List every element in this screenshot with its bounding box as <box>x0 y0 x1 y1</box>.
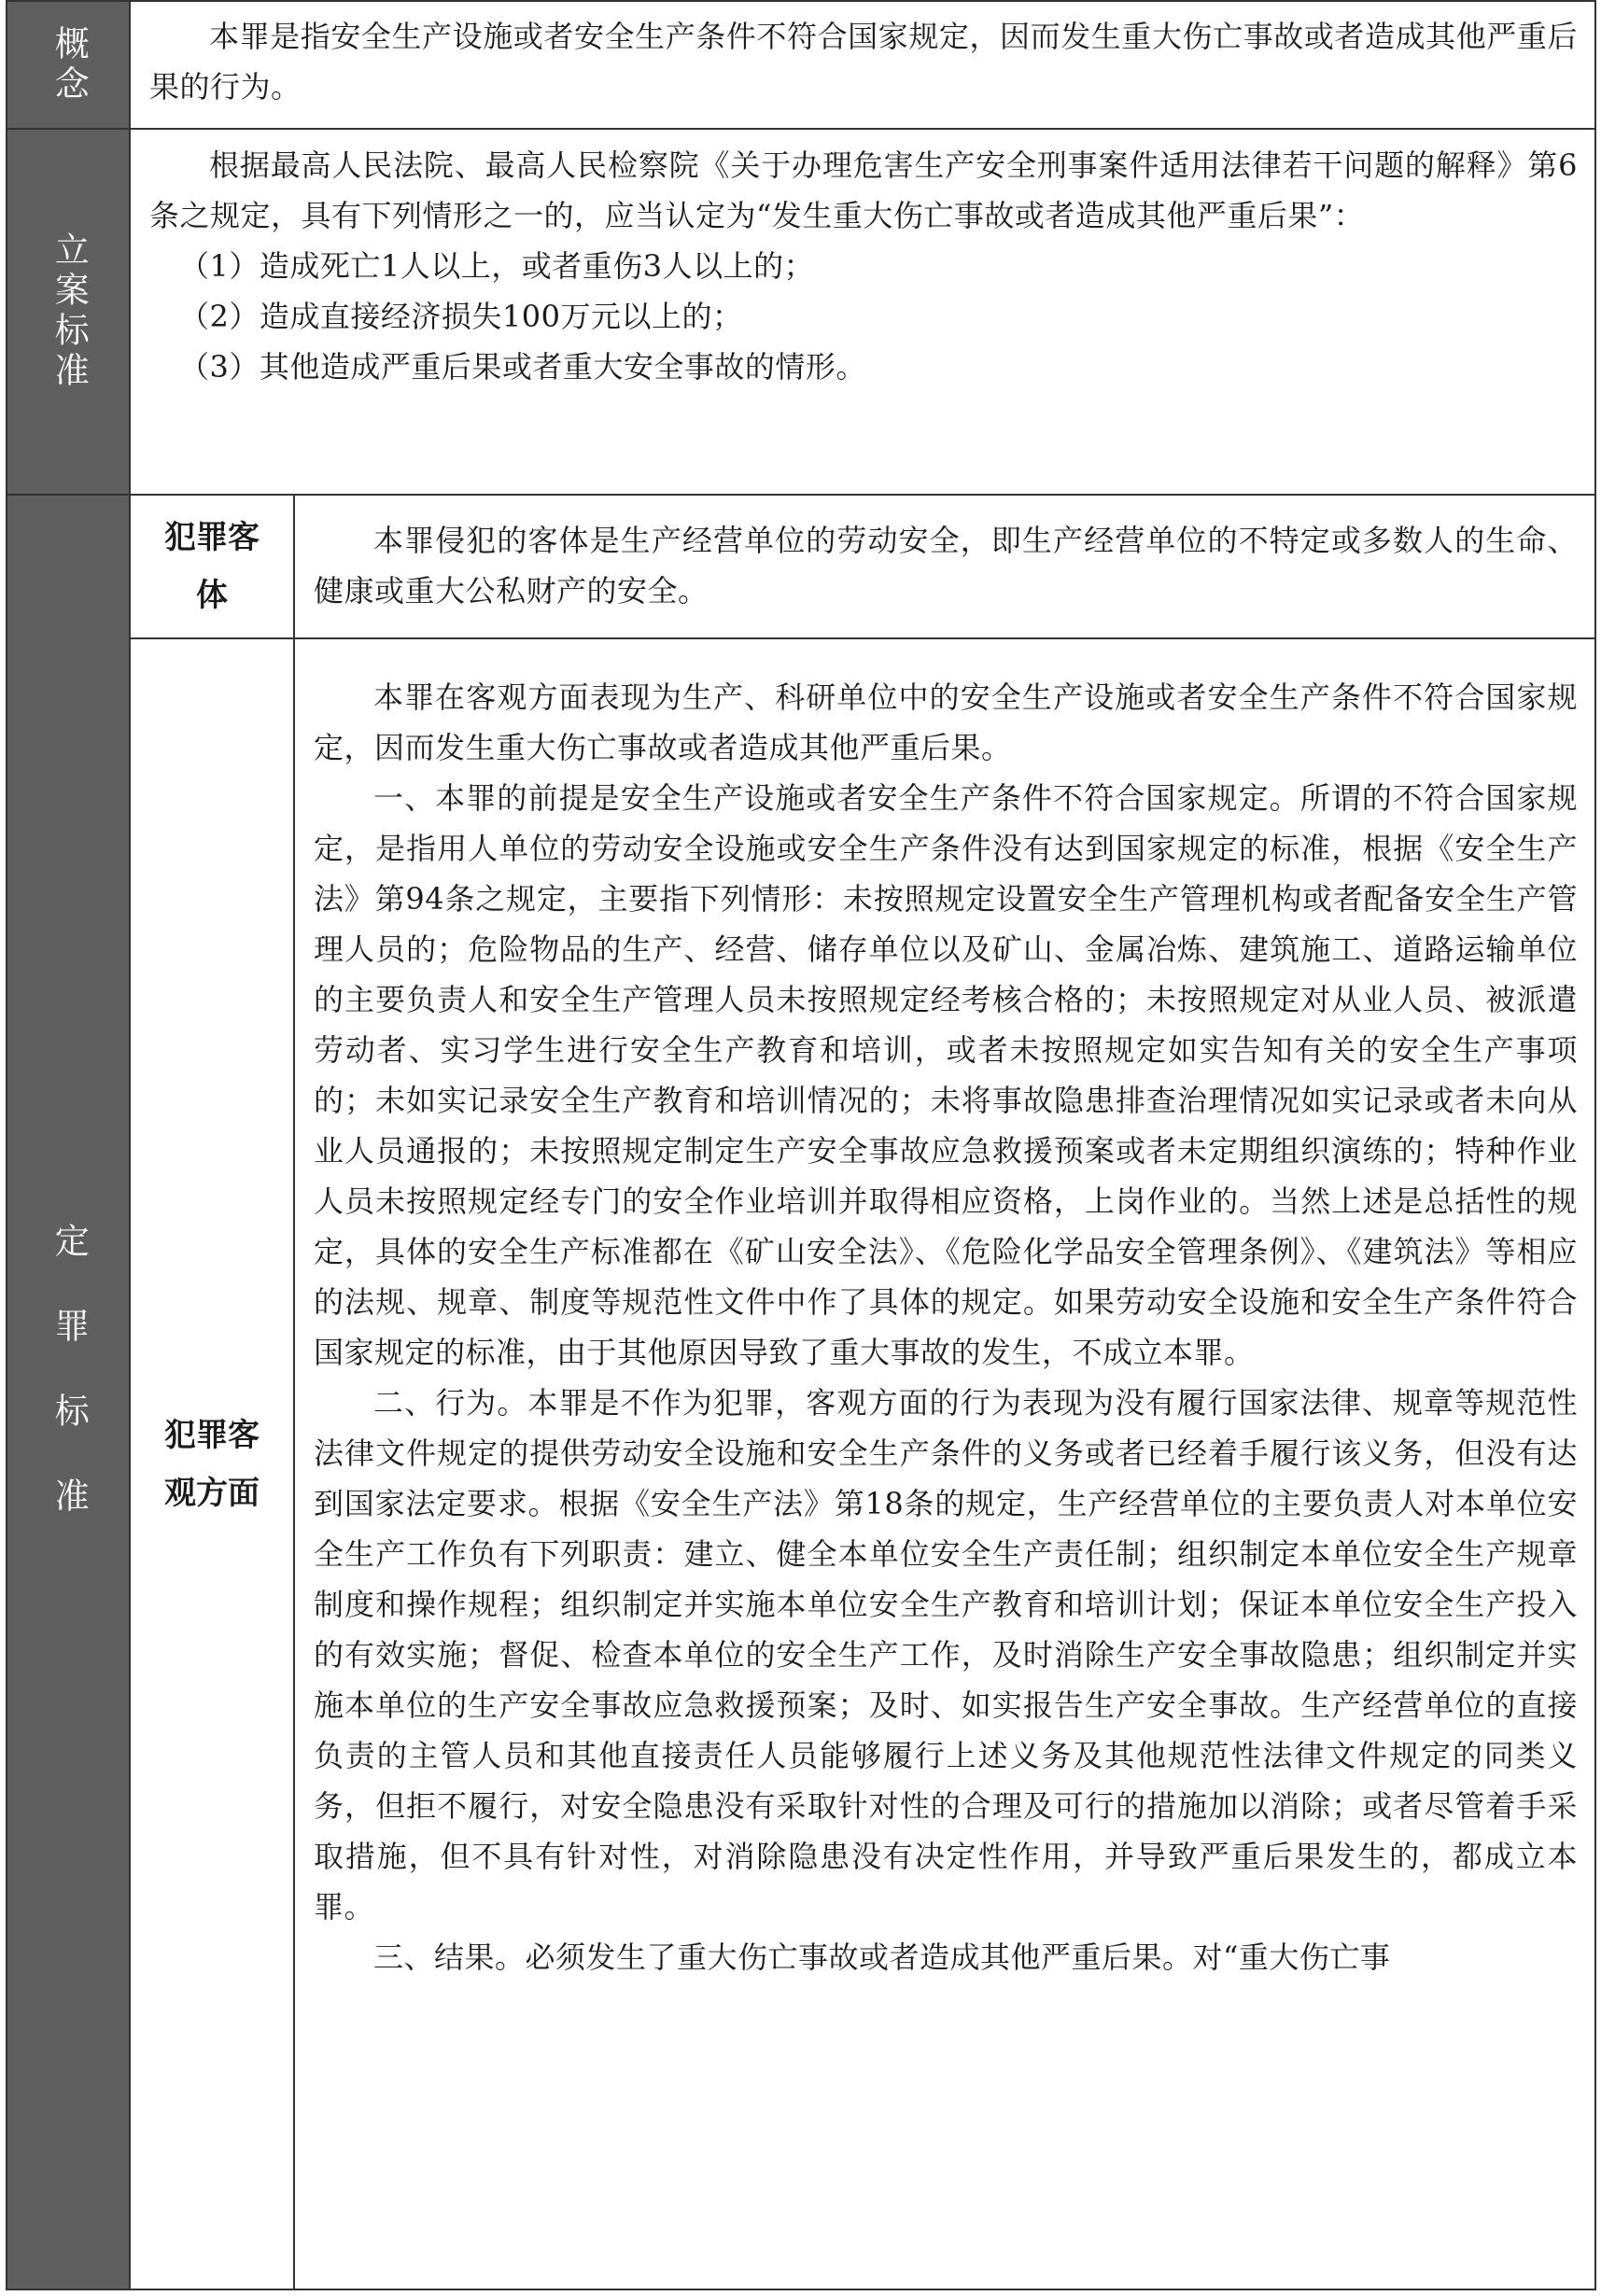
filing-item: （1）造成死亡1人以上，或者重伤3人以上的； <box>179 248 815 284</box>
crime-objective-text <box>314 672 1578 1982</box>
crime-object-text: 本罪侵犯的客体是生产经营单位的劳动安全，即生产经营单位的不特定或多数人的生命、健康或重大公私财产的安全。 <box>314 523 1578 609</box>
objective-paragraph: 本罪在客观方面表现为生产、科研单位中的安全生产设施或者安全生产条件不符合国家规定，因而发生重大伤亡事故或者造成其他严重后果。 <box>314 679 1578 765</box>
filing-standard-header: 立案标准 <box>7 130 129 494</box>
table-divider <box>131 637 1594 639</box>
table-divider <box>7 128 1594 130</box>
crime-object-label: 犯罪客体 <box>164 519 260 614</box>
column-divider <box>293 496 295 2289</box>
objective-paragraph: 三、结果。必须发生了重大伤亡事故或者造成其他严重后果。对“重大伤亡事 <box>373 1939 1391 1975</box>
filing-intro: 根据最高人民法院、最高人民检察院《关于办理危害生产安全刑事案件适用法律若干问题的解释》第6条之规定，具有下列情形之一的，应当认定为“发生重大伤亡事故或者造成其他严重后果”： <box>149 147 1578 233</box>
objective-paragraph: 二、行为。本罪是不作为犯罪，客观方面的行为表现为没有履行国家法律、规章等规范性法律文件规定的提供劳动安全设施和安全生产条件的义务或者已经着手履行该义务，但没有达到国家法定要求。根据《安全生产法》第18条的规定，生产经营单位的主要负责人对本单位安全生产工作负有下列职责：建立、健全本单位安全生产责任制；组织制定本单位安全生产规章制度和操作规程；组织制定并实施本单位安全生产教育和培训计划；保证本单位安全生产投入的有效实施；督促、检查本单位的安全生产工作，及时消除生产安全事故隐患；组织制定并实施本单位的生产安全事故应急救援预案；及时、如实报告生产安全事故。生产经营单位的直接负责的主管人员和其他直接责任人员能够履行上述义务及其他规范性法律文件规定的同类义务，但拒不履行，对安全隐患没有采取针对性的合理及可行的措施加以消除；或者尽管着手采取措施，但不具有针对性，对消除隐患没有决定性作用，并导致严重后果发生的，都成立本罪。 <box>314 1385 1578 1925</box>
concept-text: 本罪是指安全生产设施或者安全生产条件不符合国家规定，因而发生重大伤亡事故或者造成其他严重后果的行为。 <box>149 19 1578 105</box>
objective-paragraph: 一、本罪的前提是安全生产设施或者安全生产条件不符合国家规定。所谓的不符合国家规定，是指用人单位的劳动安全设施或安全生产条件没有达到国家规定的标准，根据《安全生产法》第94条之规定，主要指下列情形：未按照规定设置安全生产管理机构或者配备安全生产管理人员的；危险物品的生产、经营、储存单位以及矿山、金属冶炼、建筑施工、道路运输单位的主要负责人和安全生产管理人员未按照规定经考核合格的；未按照规定对从业人员、被派遣劳动者、实习学生进行安全生产教育和培训，或者未按照规定如实告知有关的安全生产事项的；未如实记录安全生产教育和培训情况的；未将事故隐患排查治理情况如实记录或者未向从业人员通报的；未按照规定制定生产安全事故应急救援预案或者未定期组织演练的；特种作业人员未按照规定经专门的安全作业培训并取得相应资格，上岗作业的。当然上述是总括性的规定，具体的安全生产标准都在《矿山安全法》、《危险化学品安全管理条例》、《建筑法》等相应的法规、规章、制度等规范性文件中作了具体的规定。如果劳动安全设施和安全生产条件符合国家规定的标准，由于其他原因导致了重大事故的发生，不成立本罪。 <box>314 780 1578 1370</box>
concept-header: 概念 <box>7 2 129 128</box>
filing-item: （3）其他造成严重后果或者重大安全事故的情形。 <box>179 349 866 385</box>
table-border-top <box>7 0 1594 2</box>
crime-objective-label: 犯罪客观方面 <box>164 1416 260 1512</box>
conviction-standard-header: 定罪标准 <box>7 496 129 2289</box>
filing-standard-text <box>149 140 1578 392</box>
document-table <box>6 0 1596 2290</box>
filing-item: （2）造成直接经济损失100万元以上的； <box>179 299 743 334</box>
